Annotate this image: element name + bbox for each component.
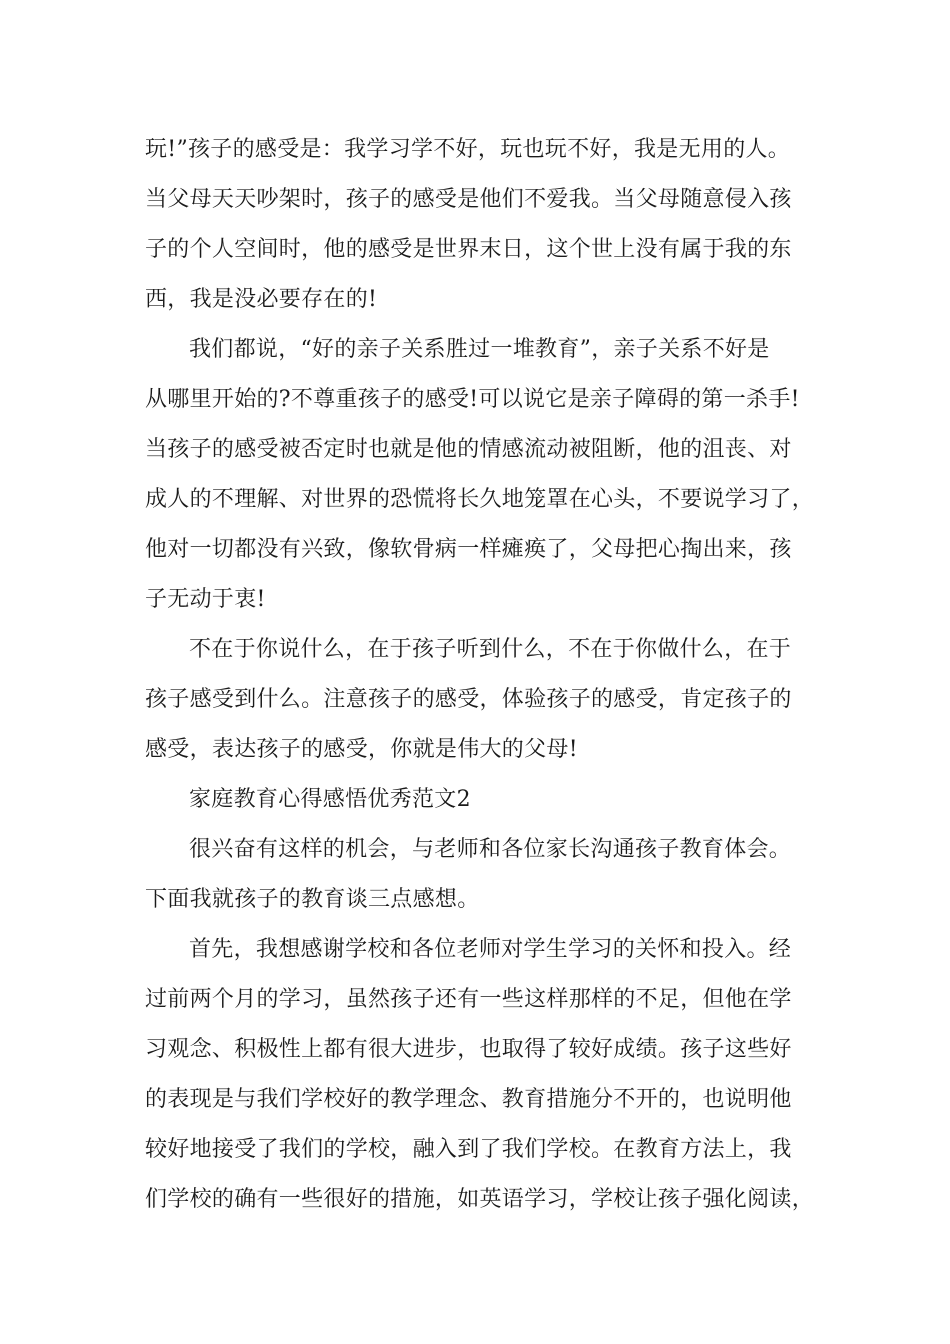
text-line: 习观念、积极性上都有很大进步，也取得了较好成绩。孩子这些好 bbox=[145, 1037, 792, 1062]
text-line: 玩!”孩子的感受是：我学习学不好，玩也玩不好，我是无用的人。 bbox=[145, 137, 791, 162]
text-line: 子的个人空间时，他的感受是世界末日，这个世上没有属于我的东 bbox=[145, 237, 792, 262]
paragraph-first-line: 很兴奋有这样的机会，与老师和各位家长沟通孩子教育体会。 bbox=[189, 837, 792, 862]
text-line: 较好地接受了我们的学校，融入到了我们学校。在教育方法上，我 bbox=[145, 1137, 792, 1162]
text-line: 西，我是没必要存在的! bbox=[145, 287, 378, 312]
text-line: 子无动于衷! bbox=[145, 587, 266, 612]
text-line: 们学校的确有一些很好的措施，如英语学习，学校让孩子强化阅读， bbox=[145, 1187, 815, 1212]
text-line: 从哪里开始的?不尊重孩子的感受!可以说它是亲子障碍的第一杀手! bbox=[145, 387, 800, 412]
text-line: 感受，表达孩子的感受，你就是伟大的父母! bbox=[145, 737, 578, 762]
text-line: 当父母天天吵架时，孩子的感受是他们不爱我。当父母随意侵入孩 bbox=[145, 187, 792, 212]
paragraph-first-line: 我们都说，“好的亲子关系胜过一堆教育”，亲子关系不好是 bbox=[189, 337, 770, 362]
text-line: 下面我就孩子的教育谈三点感想。 bbox=[145, 887, 480, 912]
section-heading: 家庭教育心得感悟优秀范文2 bbox=[189, 787, 471, 812]
text-line: 他对一切都没有兴致，像软骨病一样瘫痪了，父母把心掏出来，孩 bbox=[145, 537, 792, 562]
text-line: 孩子感受到什么。注意孩子的感受，体验孩子的感受，肯定孩子的 bbox=[145, 687, 792, 712]
text-line: 过前两个月的学习，虽然孩子还有一些这样那样的不足，但他在学 bbox=[145, 987, 792, 1012]
text-line: 当孩子的感受被否定时也就是他的情感流动被阻断，他的沮丧、对 bbox=[145, 437, 792, 462]
text-line: 成人的不理解、对世界的恐慌将长久地笼罩在心头，不要说学习了， bbox=[145, 487, 815, 512]
text-line: 的表现是与我们学校好的教学理念、教育措施分不开的，也说明他 bbox=[145, 1087, 792, 1112]
paragraph-first-line: 不在于你说什么，在于孩子听到什么，不在于你做什么，在于 bbox=[189, 637, 792, 662]
paragraph-first-line: 首先，我想感谢学校和各位老师对学生学习的关怀和投入。经 bbox=[189, 937, 792, 962]
